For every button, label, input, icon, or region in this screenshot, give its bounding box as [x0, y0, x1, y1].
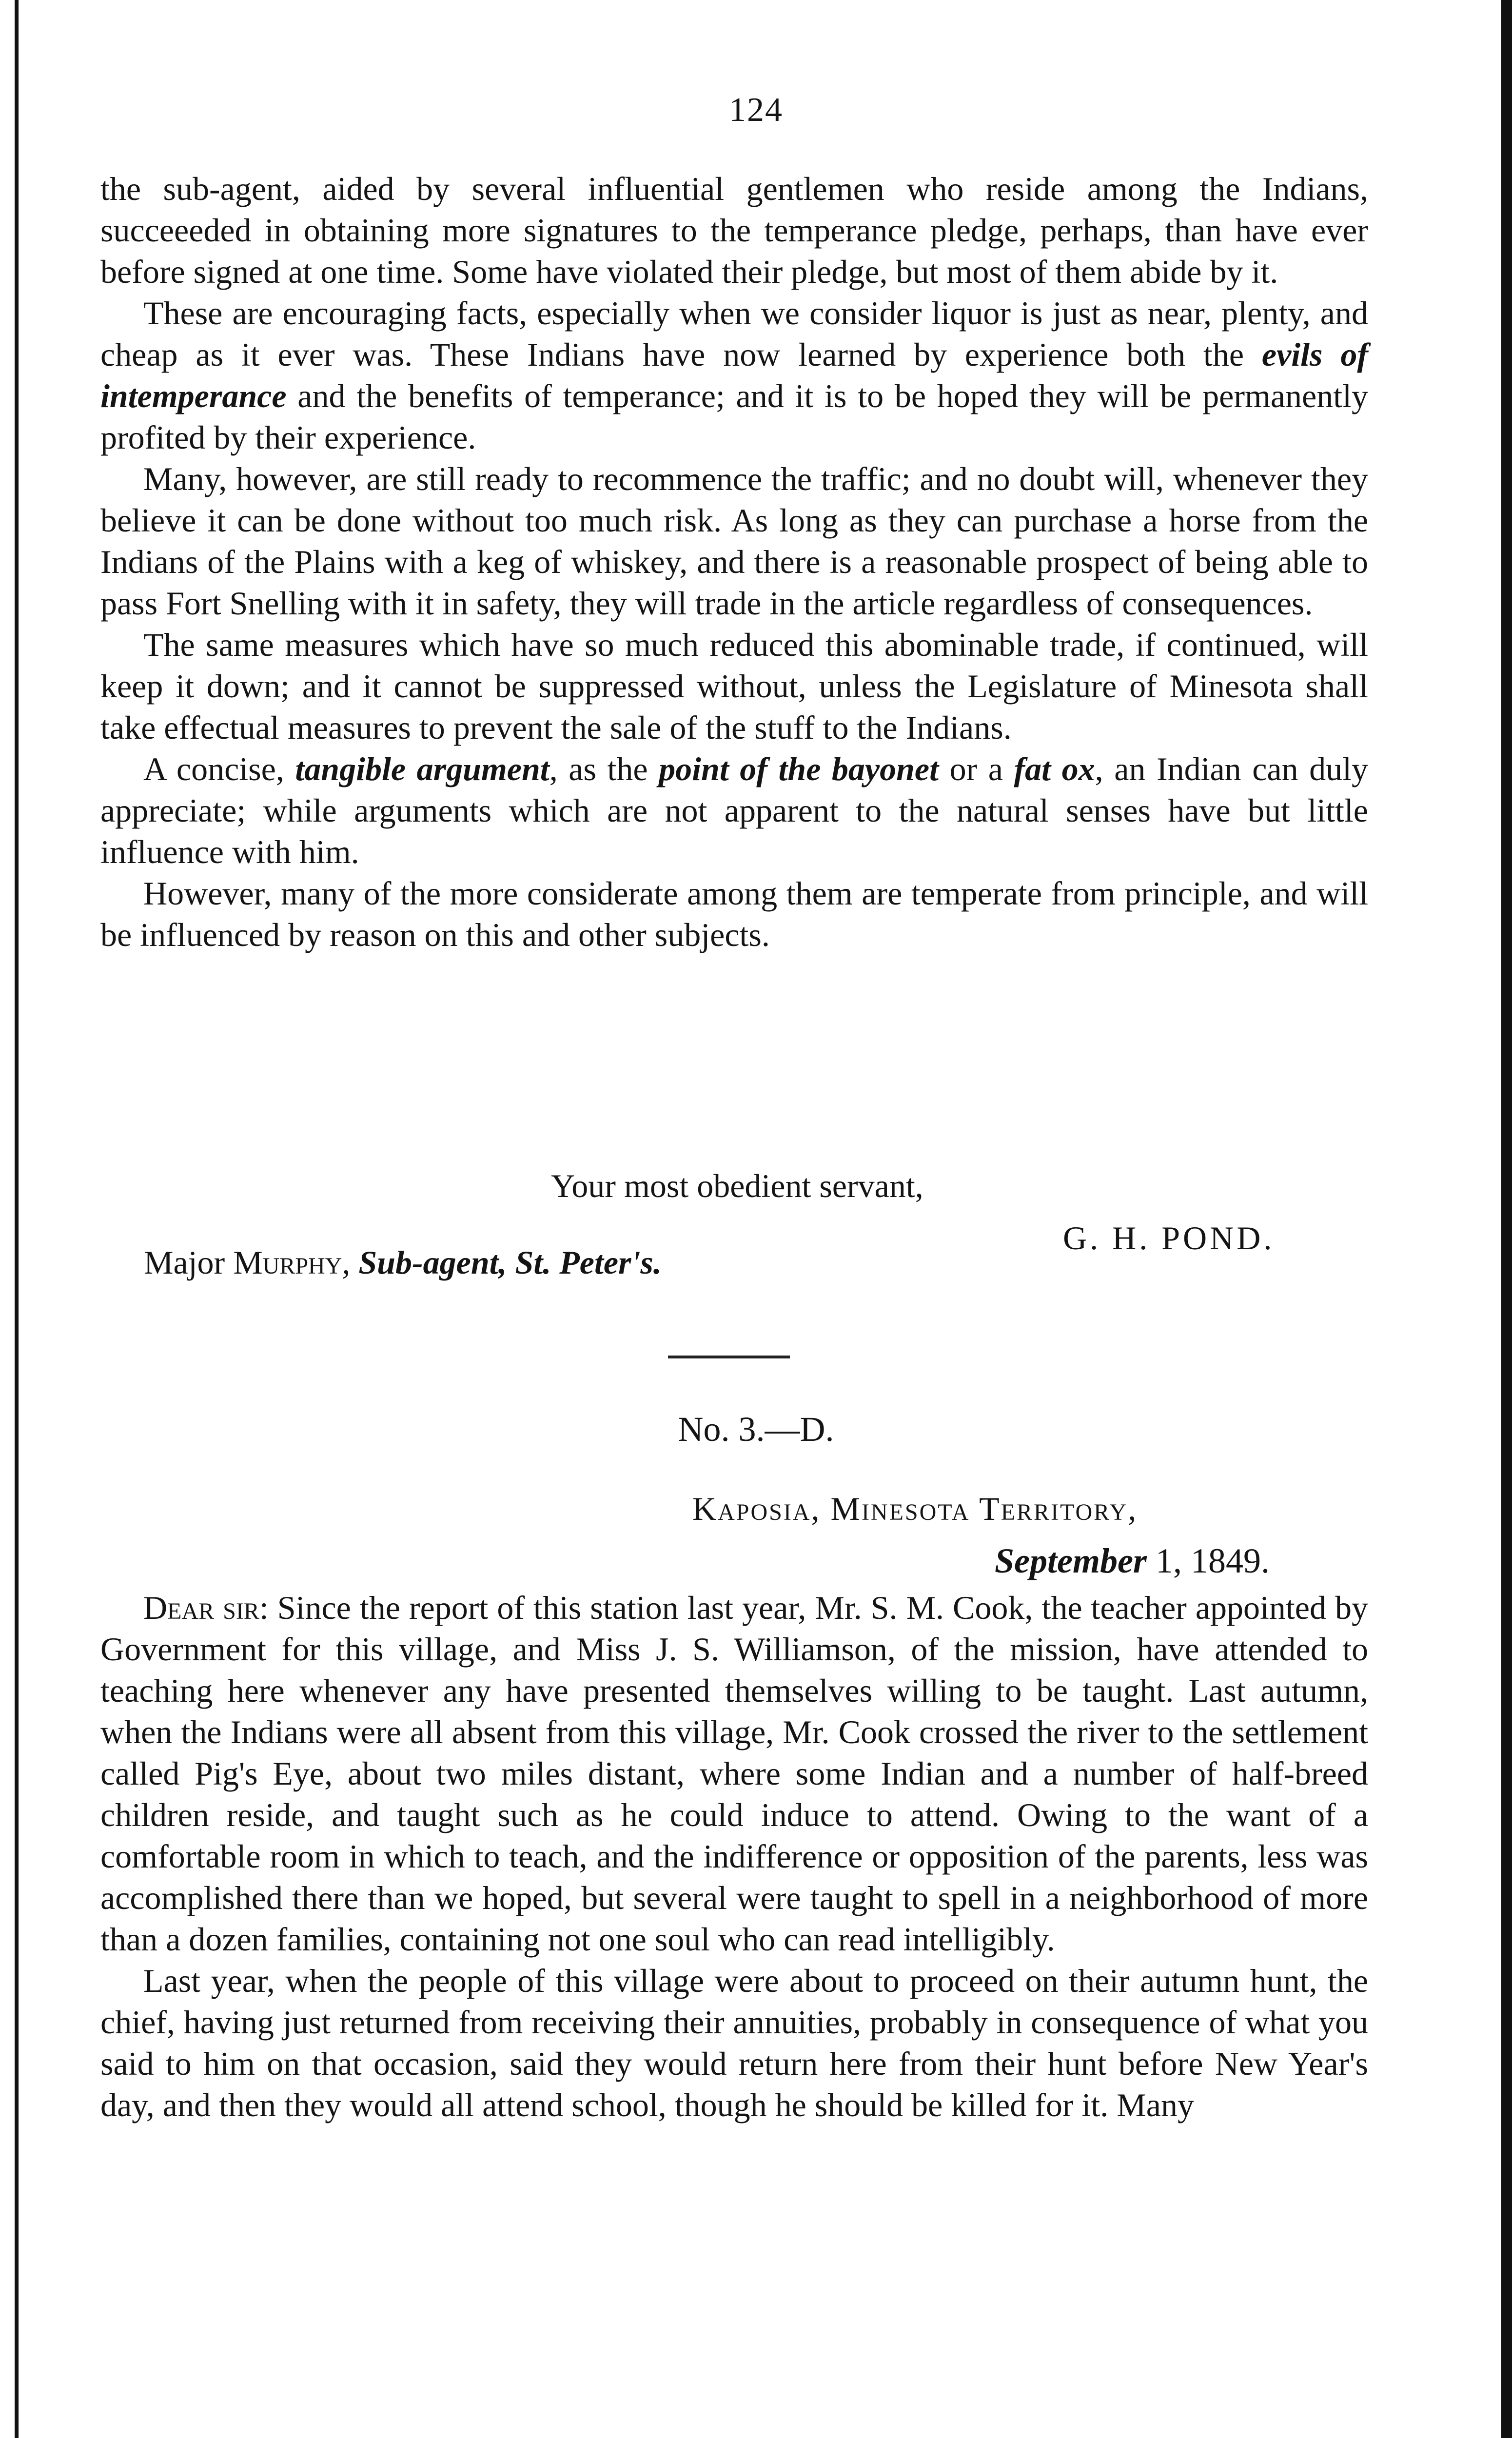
letter-location: Kaposia, Minesota Territory, [692, 1490, 1138, 1527]
paragraph-text: and the benefits of temperance; and it is to be hoped they will be permanently profited by their experience. [100, 377, 1368, 456]
paragraph [100, 458, 1368, 624]
addressee-title: Major [144, 1244, 234, 1281]
emphasis-text: evils of intemperance [100, 336, 1368, 414]
letter-body [100, 168, 1368, 956]
letter-date [995, 1541, 1270, 1581]
paragraph [100, 168, 1368, 293]
emphasis-text: fat ox [1014, 750, 1095, 787]
paragraph-text: Since the report of this station last year, Mr. S. M. Cook, the teacher appointed by Government for this village, and Miss J. S. Williamson, of the mission, have attended to teaching here whenever any have presented themselves willing to be taught. Last autumn, when the Indians were all absent from this village, Mr. Cook crossed the river to the settlement called Pig's Eye, about two miles distant, where some Indian and a number of half-breed children reside, and taught such as he could induce to attend. Owing to the want of a comfortable room in which to teach, and the indifference or opposition of the parents, less was accomplished there than we hoped, but several were taught to spell in a neighborhood of more than a dozen families, containing not one soul who can read intelligibly. [100, 1589, 1368, 1958]
paragraph [100, 624, 1368, 748]
paragraph-text: , as the [549, 750, 659, 787]
emphasis-text: tangible argument [295, 750, 550, 787]
closing-line: Your most obedient servant, [551, 1167, 923, 1204]
paragraph [100, 293, 1368, 458]
date-day-year: 1, 1849. [1146, 1541, 1270, 1580]
addressee-role: Sub-agent, St. Peter's. [358, 1244, 662, 1281]
paragraph-text: , an Indian can duly appreciate; while arguments which are not apparent to the natural senses have but little influence with him. [100, 750, 1369, 870]
paragraph [100, 1960, 1368, 2126]
paragraph [100, 873, 1368, 956]
section-divider [668, 1356, 790, 1358]
scan-edge [1501, 0, 1512, 2438]
paragraph-text: Many, however, are still ready to recommence the traffic; and no doubt will, whenever they believe it can be done without too much risk. As long as they can purchase a horse from the Indians of the Plains with a keg of whiskey, and there is a reasonable prospect of being able to pass Fort Snelling with it in safety, they will trade in the article regardless of consequences. [100, 460, 1368, 622]
emphasis-text: point of the bayonet [659, 750, 939, 787]
addressee-sep: , [342, 1244, 359, 1281]
letter2-body [100, 1587, 1368, 2126]
addressee-name: Murphy [233, 1244, 342, 1281]
page-number: 124 [729, 91, 783, 129]
paragraph-text: However, many of the more considerate among them are temperate from principle, and will be influenced by reason on this and other subjects. [100, 875, 1368, 953]
paragraph-text: A concise, [143, 750, 295, 787]
paragraph [100, 748, 1368, 873]
paragraph-text: Last year, when the people of this village were about to proceed on their autumn hunt, the chief, having just returned from receiving their annuities, probably in consequence of what you said to him on that occasion, said they would return here from their hunt before New Year's day, and then they would all attend school, though he should be killed for it. Many [100, 1962, 1368, 2123]
paragraph [100, 1587, 1368, 1960]
signature: G. H. POND. [1063, 1219, 1275, 1257]
paragraph-text: the sub-agent, aided by several influential gentlemen who reside among the Indians, succeeeded in obtaining more signatures to the temperance pledge, perhaps, than have ever before signed at one time. Some have violated their pledge, but most of them abide by it. [100, 170, 1368, 290]
addressee [144, 1243, 662, 1282]
date-month: September [995, 1541, 1147, 1580]
document-number: No. 3.—D. [678, 1410, 834, 1449]
salutation: Dear sir: [143, 1589, 269, 1626]
paragraph-text: These are encouraging facts, especially when we consider liquor is just as near, plenty, and cheap as it ever was. These Indians have now learned by experience both the [100, 295, 1368, 373]
paragraph-text: The same measures which have so much reduced this abominable trade, if continued, will keep it down; and it cannot be suppressed without, unless the Legislature of Minesota shall take effectual measures to prevent the sale of the stuff to the Indians. [100, 626, 1368, 746]
paragraph-text: or a [939, 750, 1014, 787]
